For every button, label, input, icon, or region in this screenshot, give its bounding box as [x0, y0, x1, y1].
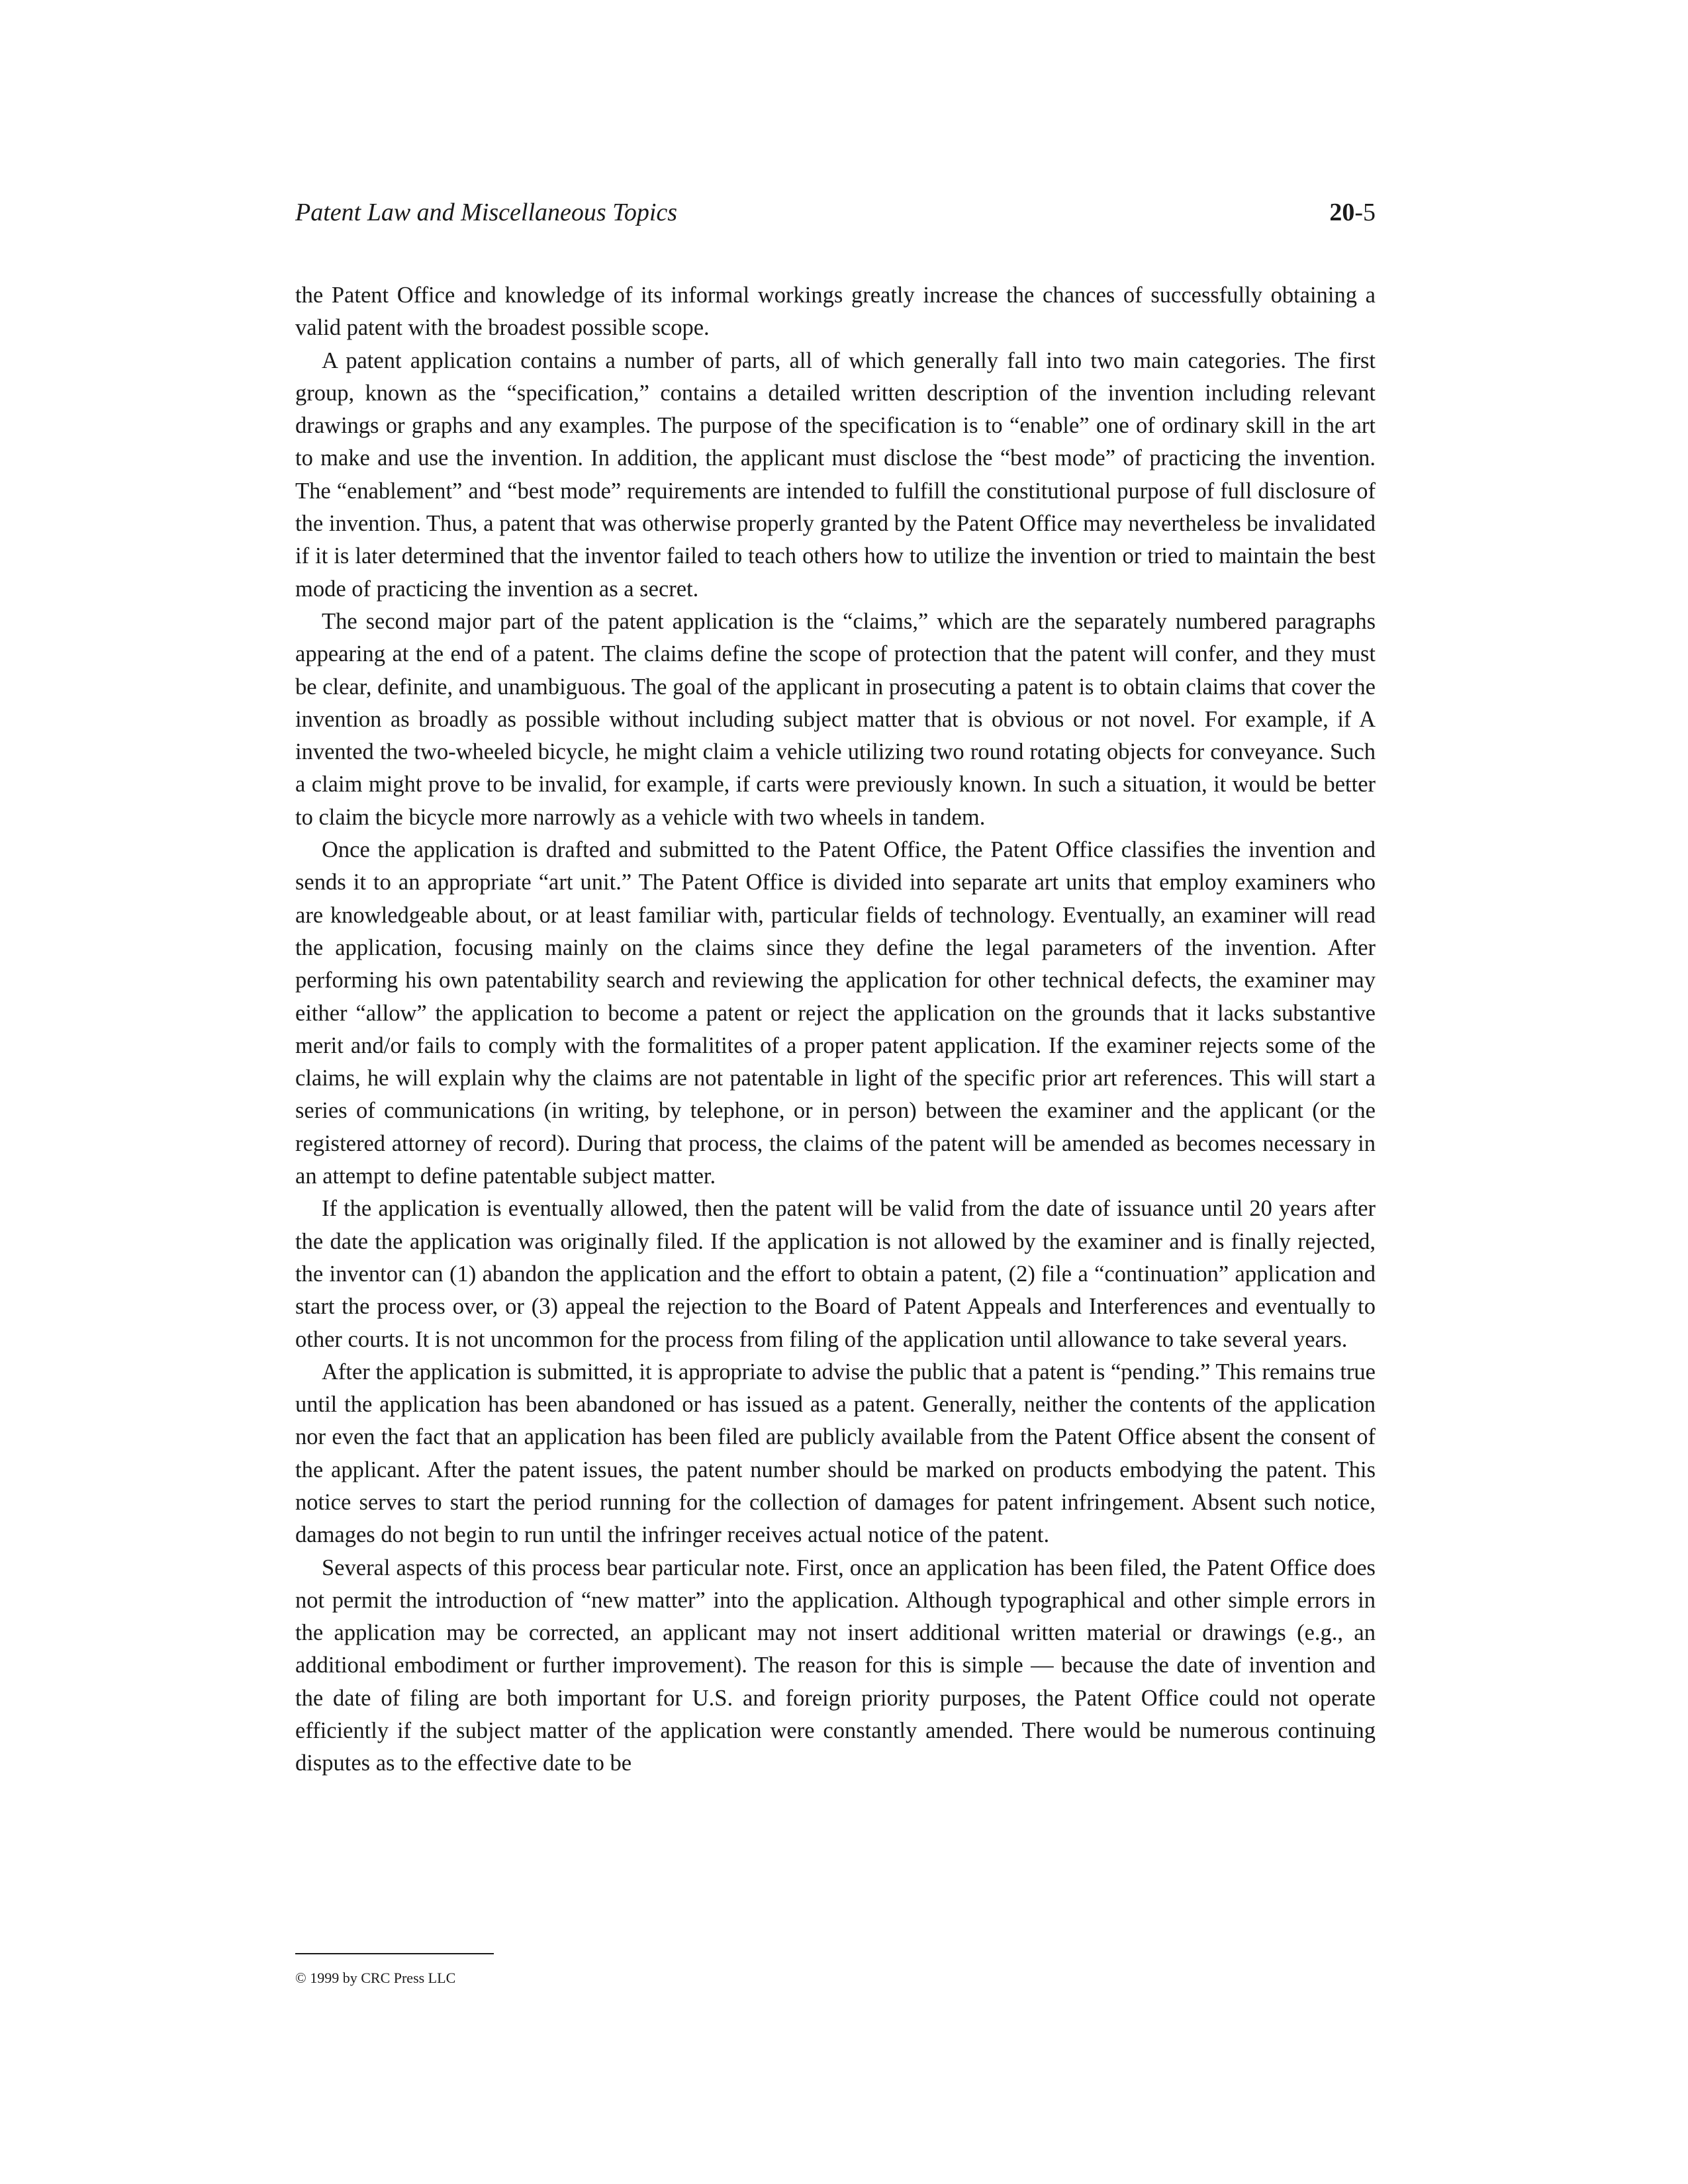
page-number — [1329, 196, 1376, 229]
paragraph: A patent application contains a number of parts, all of which generally fall into two main categories. The first group, known as the “specification,” contains a detailed written description of the invention including relevant drawings or graphs and any examples. The purpose of the specification is to “enable” one of ordinary skill in the art to make and use the invention. In addition, the applicant must disclose the “best mode” of practicing the invention. The “enablement” and “best mode” requirements are intended to fulfill the constitutional purpose of full disclosure of the invention. Thus, a patent that was otherwise properly granted by the Patent Office may nevertheless be invalidated if it is later determined that the inventor failed to teach others how to utilize the invention or tried to maintain the best mode of practicing the invention as a secret. — [295, 347, 1376, 602]
paragraph: Several aspects of this process bear particular note. First, once an application has been filed, the Patent Office does not permit the introduction of “new matter” into the application. Although typographical and other simple errors in the application may be corrected, an applicant may not insert additional written material or drawings (e.g., an additional embodiment or further improvement). The reason for this is simple — because the date of invention and the date of filing are both important for U.S. and foreign priority purposes, the Patent Office could not operate efficiently if the subject matter of the application were constantly amended. There would be numerous continuing disputes as to the effective date to be — [295, 1555, 1376, 1776]
running-head — [295, 196, 1376, 236]
body-text — [295, 279, 1376, 1780]
paragraph: If the application is eventually allowed, then the patent will be valid from the date of issuance until 20 years after the date the application was originally filed. If the application is not allowed by the examiner and is finally rejected, the inventor can (1) abandon the application and the effort to obtain a patent, (2) file a “continuation” application and start the process over, or (3) appeal the rejection to the Board of Patent Appeals and Interferences and eventually to other courts. It is not uncommon for the process from filing of the application until allowance to take several years. — [295, 1196, 1376, 1352]
paragraph: Once the application is drafted and submitted to the Patent Office, the Patent Office classifies the invention and sends it to an appropriate “art unit.” The Patent Office is divided into separate art units that employ examiners who are knowledgeable about, or at least familiar with, particular fields of technology. Eventually, an examiner will read the application, focusing mainly on the claims since they define the legal parameters of the invention. After performing his own patentability search and reviewing the application for other technical defects, the examiner may either “allow” the application to become a patent or reject the application on the grounds that it lacks substantive merit and/or fails to comply with the formalitites of a proper patent application. If the examiner rejects some of the claims, he will explain why the claims are not patentable in light of the specific prior art references. This will start a series of communications (in writing, by telephone, or in person) between the examiner and the applicant (or the registered attorney of record). During that process, the claims of the patent will be amended as becomes necessary in an attempt to define patentable subject matter. — [295, 837, 1376, 1189]
chapter-number: 20 — [1329, 199, 1355, 226]
paragraph: The second major part of the patent application is the “claims,” which are the separately numbered paragraphs appearing at the end of a patent. The claims define the scope of protection that the patent will confer, and they must be clear, definite, and unambiguous. The goal of the applicant in prosecuting a patent is to obtain claims that cover the invention as broadly as possible without including subject matter that is obvious or not novel. For example, if A invented the two-wheeled bicycle, he might claim a vehicle utilizing two round rotating objects for conveyance. Such a claim might prove to be invalid, for example, if carts were previously known. In such a situation, it would be better to claim the bicycle more narrowly as a vehicle with two wheels in tandem. — [295, 608, 1376, 830]
paragraph: After the application is submitted, it is appropriate to advise the public that a patent is “pending.” This remains true until the application has been abandoned or has issued as a patent. Generally, neither the contents of the application nor even the fact that an application has been filed are publicly available from the Patent Office absent the consent of the applicant. After the patent issues, the patent number should be marked on products embodying the patent. This notice serves to start the period running for the collection of damages for patent infringement. Absent such notice, damages do not begin to run until the infringer receives actual notice of the patent. — [295, 1359, 1376, 1548]
running-head-title: Patent Law and Miscellaneous Topics — [295, 199, 678, 226]
paragraph: the Patent Office and knowledge of its informal workings greatly increase the chances of successfully obtaining a valid patent with the broadest possible scope. — [295, 283, 1376, 341]
footnote-divider — [295, 1953, 494, 1954]
page-number-suffix: -5 — [1354, 199, 1376, 226]
copyright-notice: © 1999 by CRC Press LLC — [295, 1970, 456, 1986]
